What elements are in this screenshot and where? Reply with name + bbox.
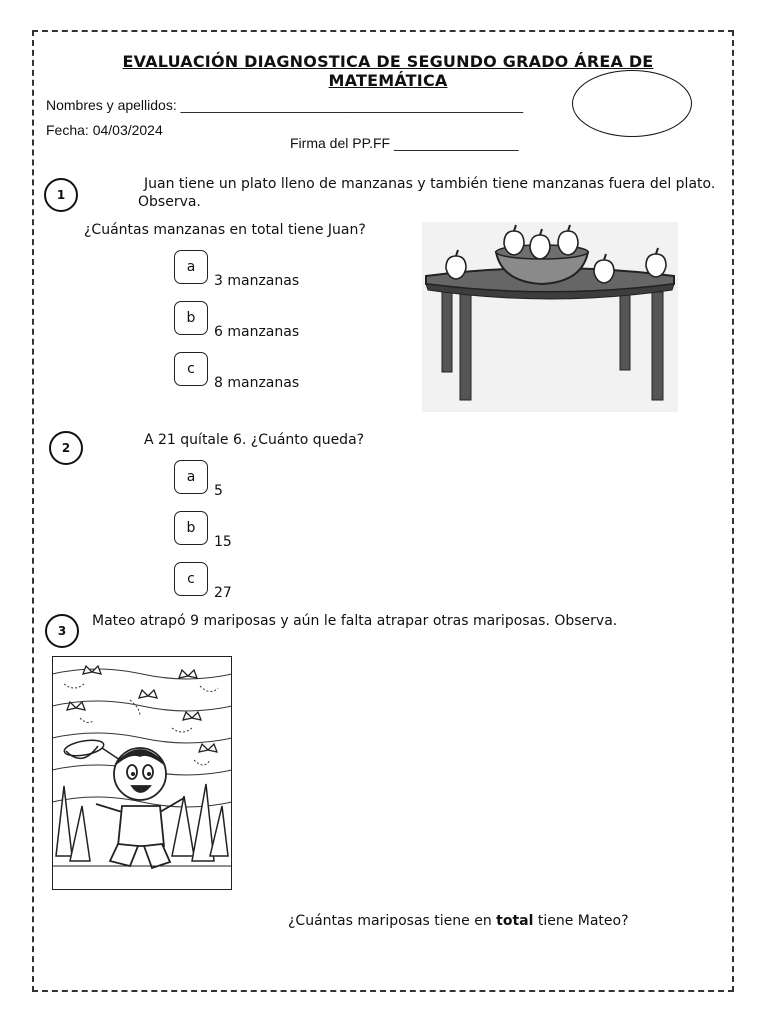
q1-option-c-box[interactable]: c: [174, 352, 208, 386]
question-3-number: 3: [45, 614, 79, 648]
q1-option-b-text: 6 manzanas: [214, 324, 300, 340]
title-line-1: EVALUACIÓN DIAGNOSTICA DE SEGUNDO GRADO ÁREA DE: [122, 52, 654, 71]
q2-option-b-box[interactable]: b: [174, 511, 208, 545]
grade-oval: [572, 70, 692, 137]
names-field[interactable]: Nombres y apellidos: ____________________________________________: [46, 97, 524, 113]
boy-butterflies-icon: [52, 656, 232, 890]
question-1-question: ¿Cuántas manzanas en total tiene Juan?: [84, 222, 366, 238]
date-field: Fecha: 04/03/2024: [46, 122, 163, 138]
signature-field[interactable]: Firma del PP.FF ________________: [290, 135, 519, 151]
title-line-2: MATEMÁTICA: [328, 71, 448, 90]
q2-option-a-text: 5: [214, 483, 223, 499]
q2-option-b-text: 15: [214, 534, 232, 550]
question-2-statement: A 21 quítale 6. ¿Cuánto queda?: [144, 432, 365, 448]
q1-option-b-box[interactable]: b: [174, 301, 208, 335]
question-1-number: 1: [44, 178, 78, 212]
question-3-question: [288, 912, 629, 930]
question-3-question-bold: total: [496, 913, 534, 929]
q1-option-c-text: 8 manzanas: [214, 375, 300, 391]
table-apples-icon: [422, 222, 678, 412]
q1-option-a-text: 3 manzanas: [214, 273, 300, 289]
q1-option-a-box[interactable]: a: [174, 250, 208, 284]
question-3-statement: Mateo atrapó 9 mariposas y aún le falta atrapar otras mariposas. Observa.: [92, 613, 618, 629]
question-3-question-pre: ¿Cuántas mariposas tiene en: [288, 913, 497, 929]
question-3-question-post: tiene Mateo?: [533, 913, 629, 929]
question-2-number: 2: [49, 431, 83, 465]
q2-option-c-text: 27: [214, 585, 232, 601]
q2-option-c-box[interactable]: c: [174, 562, 208, 596]
question-1-statement: Juan tiene un plato lleno de manzanas y también tiene manzanas fuera del plato. Observa.: [138, 176, 716, 210]
q2-option-a-box[interactable]: a: [174, 460, 208, 494]
